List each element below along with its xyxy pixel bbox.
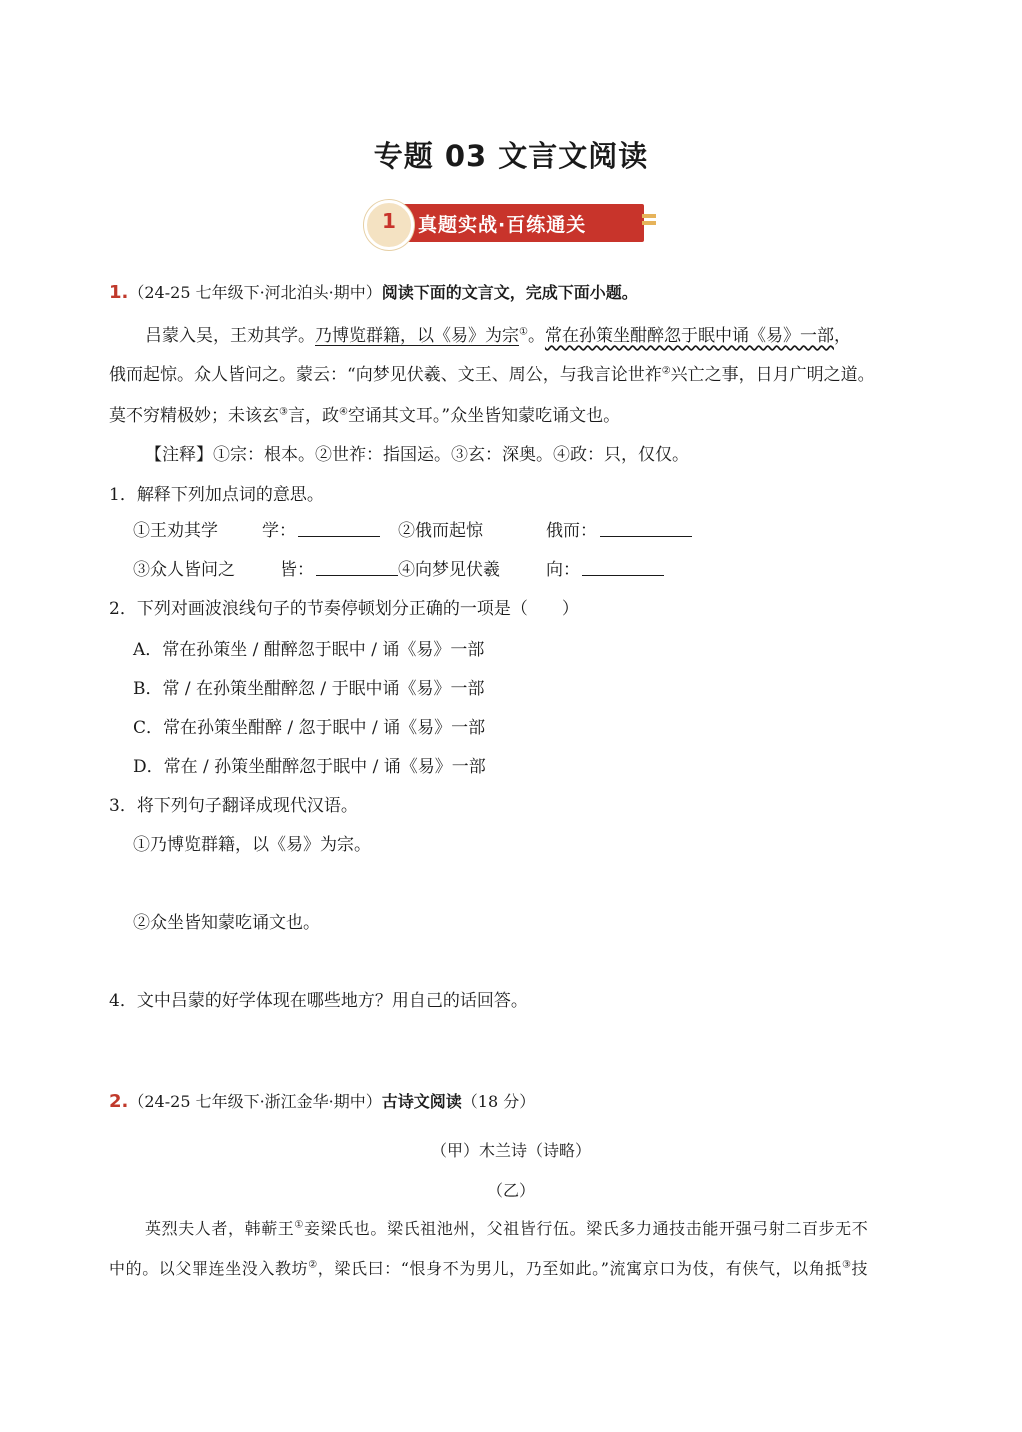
q2-passage-line-2 [109,1256,868,1279]
q2-passage-line-1 [145,1216,868,1239]
q2-source: （24-25 七年级下·浙江金华·期中） [128,1092,382,1111]
q1-instruction: 阅读下面的文言文，完成下面小题。 [381,283,638,302]
q1-notes: 【注释】①宗：根本。②世祚：指国运。③玄：深奥。④政：只，仅仅。 [145,445,689,465]
passage-text: 莫不穷精极妙；未该玄 [109,406,279,426]
q1-sub1-item-3-word: 皆： [280,560,314,580]
q1-number: 1. [109,282,129,303]
q1-sub1-item-3: ③众人皆问之 [133,560,235,580]
q1-sub2-option-b[interactable]: B．常 / 在孙策坐酣醉忽 / 于眠中诵《易》一部 [133,679,485,699]
section-banner [364,200,656,246]
q1-sub4-prompt: 4．文中吕蒙的好学体现在哪些地方？用自己的话回答。 [109,991,528,1011]
q1-sub2-option-d[interactable]: D．常在 / 孙策坐酣醉忽于眠中 / 诵《易》一部 [133,757,486,777]
q1-sub3-item-1: ①乃博览群籍，以《易》为宗。 [133,835,371,855]
passage-text: 。 [527,326,545,346]
footnote-mark: ① [294,1219,304,1231]
underlined-sentence: 乃博览群籍，以《易》为宗 [315,326,519,346]
page-title: 专题 03 文言文阅读 [373,139,649,173]
q1-source: （24-25 七年级下·河北泊头·期中） [128,283,382,302]
passage-text: 言，政 [287,406,339,426]
q1-sub1-item-2: ②俄而起惊 [398,521,483,541]
footnote-mark: ① [519,326,528,338]
passage-text: 技 [851,1259,869,1278]
q1-header [109,280,638,303]
passage-text: 兴亡之事，日月广明之道。 [670,365,875,385]
footnote-mark: ③ [279,406,288,418]
q1-passage-line-2 [109,360,875,385]
q1-passage-line-3 [109,401,620,426]
answer-blank[interactable] [316,557,398,576]
q1-sub2-option-c[interactable]: C．常在孙策坐酣醉 / 忽于眠中 / 诵《易》一部 [133,718,486,738]
footnote-mark: ② [308,1259,318,1271]
banner-label: 真题实战·百练通关 [418,214,587,236]
passage-text: ， [833,326,851,346]
q1-sub1-item-1: ①王劝其学 [133,521,218,541]
banner-number: 1 [382,209,396,233]
passage-text: 吕蒙入吴，王劝其学。 [145,326,315,346]
q2-passage-jia-heading: （甲）木兰诗（诗略） [430,1141,591,1160]
passage-text: ，梁氏曰：“恨身不为男儿，乃至如此。”流寓京口为伎，有侠气，以角抵 [317,1259,842,1278]
passage-text: 中的。以父罪连坐没入教坊 [109,1259,309,1278]
footnote-mark: ③ [841,1259,852,1271]
q1-sub1-item-2-word: 俄而： [546,521,597,541]
footnote-mark: ② [661,365,671,377]
q1-sub1-prompt: 1．解释下列加点词的意思。 [109,485,324,505]
q2-score: （18 分） [461,1092,536,1111]
q1-sub2-prompt: 2．下列对画波浪线句子的节奏停顿划分正确的一项是（ ） [109,599,579,619]
q1-sub1-item-4: ④向梦见伏羲 [398,560,500,580]
passage-text: 空诵其文耳。”众坐皆知蒙吃诵文也。 [347,406,621,426]
passage-text: 俄而起惊。众人皆问之。蒙云：“向梦见伏羲、文王、周公，与我言论世祚 [109,365,662,385]
answer-blank[interactable] [582,557,664,576]
q1-sub2-option-a[interactable]: A．常在孙策坐 / 酣醉忽于眠中 / 诵《易》一部 [133,640,485,660]
passage-text: 英烈夫人者，韩蕲王 [145,1219,295,1238]
banner-tab-icon [642,214,656,232]
wavy-underlined-sentence: 常在孙策坐酣醉忽于眠中诵《易》一部 [544,326,834,346]
q2-instruction: 古诗文阅读 [381,1092,462,1111]
q1-sub1-item-1-word: 学： [262,521,296,541]
footnote-mark: ④ [338,406,348,418]
q1-sub3-prompt: 3．将下列句子翻译成现代汉语。 [109,796,358,816]
answer-blank[interactable] [600,518,692,537]
passage-text: 妾梁氏也。梁氏祖池州，父祖皆行伍。梁氏多力通技击能开强弓射二百步无不 [303,1219,869,1238]
q1-passage-line-1 [145,321,851,346]
answer-blank[interactable] [298,518,380,537]
q2-passage-yi-heading: （乙） [486,1181,535,1200]
q2-number: 2. [109,1091,129,1112]
q2-header [109,1089,535,1112]
q1-sub3-item-2: ②众坐皆知蒙吃诵文也。 [133,913,320,933]
q1-sub1-item-4-word: 向： [546,560,580,580]
